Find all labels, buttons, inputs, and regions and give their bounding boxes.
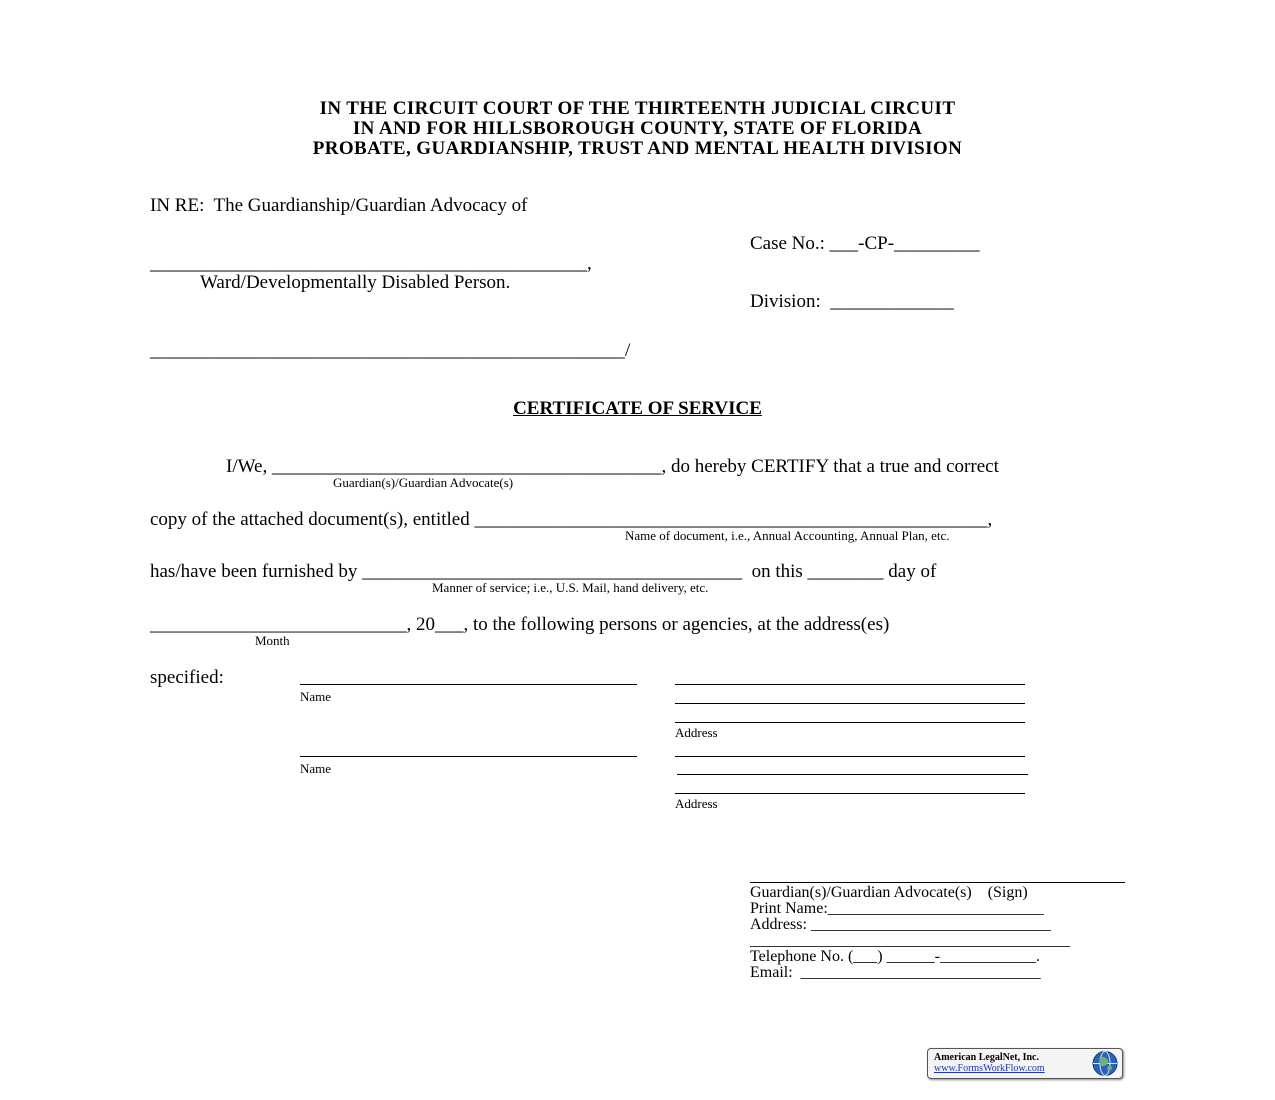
address-field-2[interactable]: ________________________________________ [750, 932, 1070, 949]
recipient-1-name-line[interactable] [300, 684, 637, 685]
ward-label: Ward/Developmentally Disabled Person. [200, 272, 511, 293]
recipient-1-address-line-2[interactable] [675, 703, 1025, 704]
guardian-field-label: Guardian(s)/Guardian Advocate(s) [333, 475, 514, 490]
court-header-line-3: PROBATE, GUARDIANSHIP, TRUST AND MENTAL HEALTH DIVISION [312, 138, 963, 159]
ward-name-line[interactable]: ______________________________________________, [150, 253, 592, 274]
recipient-2-address-line-1[interactable] [675, 756, 1025, 757]
recipient-1-address-line-1[interactable] [675, 684, 1025, 685]
division-field[interactable]: Division: _____________ [750, 291, 954, 312]
logo-company-name: American LegalNet, Inc. [934, 1052, 1039, 1063]
month-year-line[interactable]: ___________________________, 20___, to the following persons or agencies, at the address(es) [150, 614, 890, 635]
recipient-2-address-line-3[interactable] [675, 793, 1025, 794]
in-re-text: IN RE: The Guardianship/Guardian Advocacy of [150, 195, 528, 216]
document-entitled-line[interactable]: copy of the attached document(s), entitled ______________________________________________________, [150, 509, 993, 530]
recipient-2-address-label: Address [675, 796, 718, 811]
recipient-2-name-label: Name [300, 761, 332, 776]
american-legalnet-logo[interactable] [927, 1048, 1123, 1079]
manner-of-service-label: Manner of service; i.e., U.S. Mail, hand delivery, etc. [432, 580, 709, 595]
telephone-field[interactable]: Telephone No. (___) ______-____________. [750, 948, 1040, 965]
recipient-2-address-line-2[interactable] [677, 774, 1028, 775]
print-name-field[interactable]: Print Name:___________________________ [750, 900, 1044, 917]
globe-icon [1091, 1050, 1119, 1077]
recipient-1-address-line-3[interactable] [675, 722, 1025, 723]
specified-label: specified: [150, 667, 224, 688]
certify-line[interactable]: I/We, _________________________________________, do hereby CERTIFY that a true and correct [226, 456, 999, 477]
court-header-line-1: IN THE CIRCUIT COURT OF THE THIRTEENTH JUDICIAL CIRCUIT [319, 98, 956, 119]
month-label: Month [255, 633, 290, 648]
caption-closing-line: __________________________________________________/ [150, 340, 631, 361]
furnished-by-line[interactable]: has/have been furnished by ________________________________________ on this ________ day of [150, 561, 937, 582]
signature-label: Guardian(s)/Guardian Advocate(s) (Sign) [750, 884, 1028, 901]
case-number-field[interactable]: Case No.: ___-CP-_________ [750, 233, 980, 254]
email-field[interactable]: Email: ______________________________ [750, 964, 1041, 981]
recipient-2-name-line[interactable] [300, 756, 637, 757]
address-field[interactable]: Address: ______________________________ [750, 916, 1051, 933]
logo-url-link[interactable]: www.FormsWorkFlow.com [934, 1063, 1045, 1074]
document-title: CERTIFICATE OF SERVICE [513, 398, 762, 419]
recipient-1-address-label: Address [675, 725, 718, 740]
signature-line[interactable] [750, 882, 1125, 883]
recipient-1-name-label: Name [300, 689, 332, 704]
court-header-line-2: IN AND FOR HILLSBOROUGH COUNTY, STATE OF FLORIDA [352, 118, 923, 139]
document-name-label: Name of document, i.e., Annual Accounting, Annual Plan, etc. [625, 528, 950, 543]
